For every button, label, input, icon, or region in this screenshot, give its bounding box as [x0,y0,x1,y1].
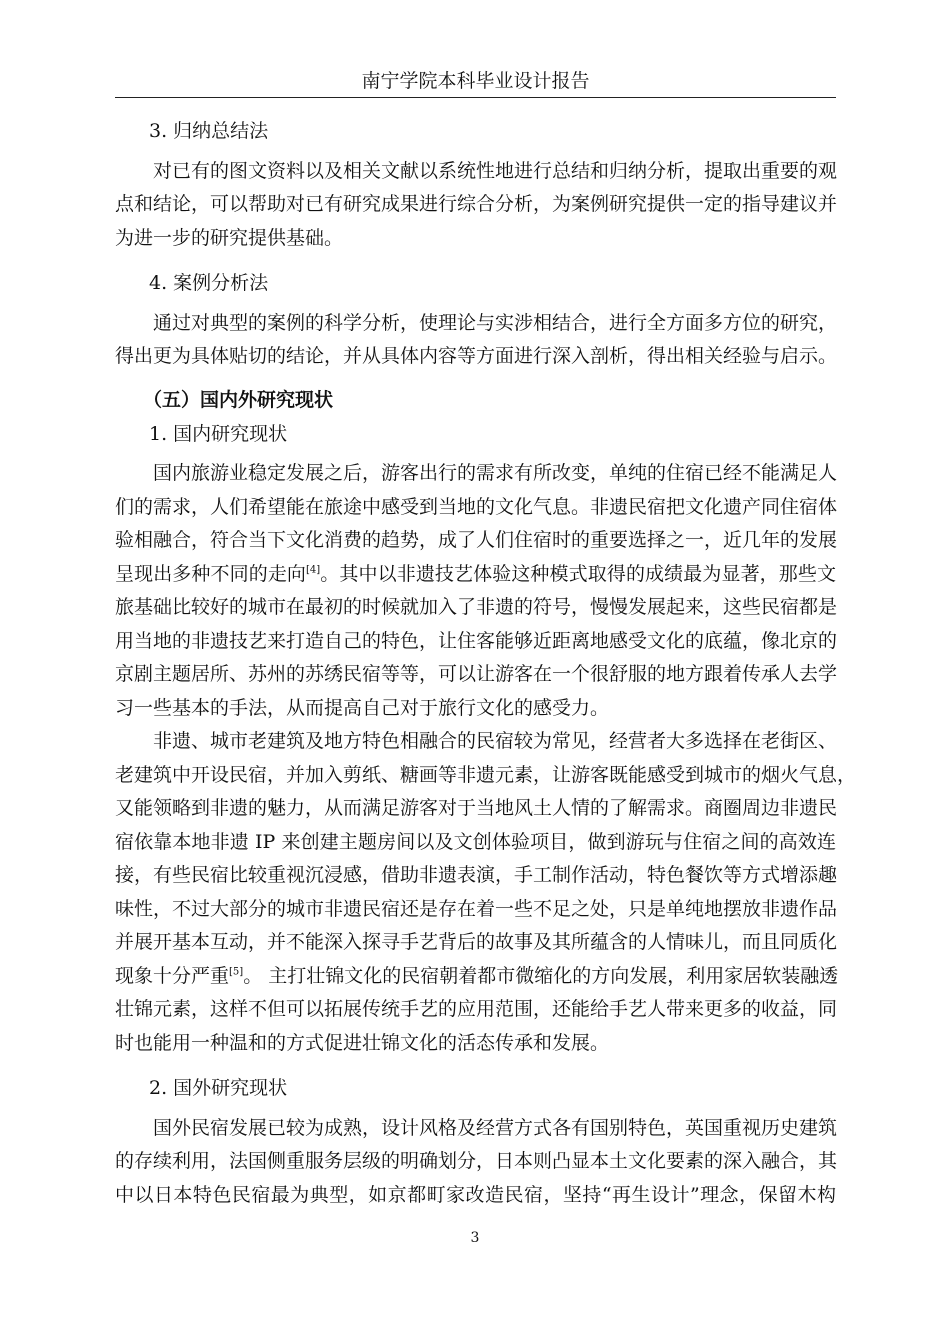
paragraph-line: 习一些基本的手法，从而提高自己对于旅行文化的感受力。 [115,696,610,719]
paragraph-line: 验相融合，符合当下文化消费的趋势，成了人们住宿时的重要选择之一，近几年的发展 [115,529,838,551]
paragraph-line: 时也能用一种温和的方式促进壮锦文化的活态传承和发展。 [115,1031,610,1054]
paragraph-line: 壮锦元素，这样不但可以拓展传统手艺的应用范围，还能给手艺人带来更多的收益，同 [115,998,838,1020]
paragraph-line: 国内旅游业稳定发展之后，游客出行的需求有所改变，单纯的住宿已经不能满足人 [153,462,838,484]
section-3-title: 3. 归纳总结法 [149,120,269,142]
header-divider [115,97,836,98]
paragraph-line: 接，有些民宿比较重视沉浸感，借助非遗表演，手工制作活动，特色餐饮等方式增添趣 [115,864,838,886]
paragraph-line-with-citation [115,558,836,592]
citation-ref-5: [5] [229,966,244,978]
paragraph-line: 为进一步的研究提供基础。 [115,226,344,249]
paragraph-text: 。其中以非遗技艺体验这种模式取得的成绩最为显著，那些文 [320,562,836,585]
section-heading: （五）国内外研究现状 [143,388,334,411]
paragraph-line: 并展开基本互动，并不能深入探寻手艺背后的故事及其所蕴含的人情味儿，而且同质化 [115,931,838,953]
paragraph-line: 非遗、城市老建筑及地方特色相融合的民宿较为常见，经营者大多选择在老街区、 [153,730,838,752]
paragraph-line: 对已有的图文资料以及相关文献以系统性地进行总结和归纳分析，提取出重要的观 [153,159,838,182]
paragraph-text: 现象十分严重 [115,964,230,987]
paragraph-line: 用当地的非遗技艺来打造自己的特色，让住客能够近距离地感受文化的底蕴，像北京的 [115,629,838,652]
citation-ref-4: [4] [306,564,321,576]
paragraph-line: 旅基础比较好的城市在最初的时候就加入了非遗的符号，慢慢发展起来，这些民宿都是 [115,596,838,618]
page-number: 3 [470,1230,480,1246]
paragraph-line: 老建筑中开设民宿，并加入剪纸、糖画等非遗元素，让游客既能感受到城市的烟火气息， [115,763,857,786]
page-body [115,115,857,1212]
paragraph-text: 。 主打壮锦文化的民宿朝着都市微缩化的方向发展，利用家居软装融透 [243,964,839,987]
paragraph-line: 京剧主题居所、苏州的苏绣民宿等等，可以让游客在一个很舒服的地方跟着传承人去学 [115,663,838,685]
paragraph-line: 宿依靠本地非遗 IP 来创建主题房间以及文创体验项目，做到游玩与住宿之间的高效连 [115,830,836,853]
paragraph-line: 点和结论，可以帮助对已有研究成果进行综合分析，为案例研究提供一定的指导建议并 [115,193,838,215]
paragraph-line: 通过对典型的案例的科学分析，使理论与实涉相结合，进行全方面多方位的研究， [153,311,838,334]
section-4-title: 4. 案例分析法 [149,272,269,294]
paragraph-line: 中以日本特色民宿最为典型，如京都町家改造民宿，坚持“再生设计”理念，保留木构 [115,1183,836,1206]
paragraph-line-with-citation [115,960,839,994]
paragraph-line: 又能领略到非遗的魅力，从而满足游客对于当地风土人情的了解需求。商圈周边非遗民 [115,797,838,819]
paragraph-line: 们的需求，人们希望能在旅途中感受到当地的文化气息。非遗民宿把文化遗产同住宿体 [115,495,838,518]
subsection-title-domestic: 1. 国内研究现状 [149,422,288,445]
paragraph-line: 味性，不过大部分的城市非遗民宿还是存在着一些不足之处，只是单纯地摆放非遗作品 [115,897,838,920]
paragraph-text: 呈现出多种不同的走向 [115,562,307,585]
paragraph-line: 的存续利用，法国侧重服务层级的明确划分，日本则凸显本土文化要素的深入融合，其 [115,1150,838,1172]
page-header: 南宁学院本科毕业设计报告 [361,70,590,92]
paragraph-line: 得出更为具体贴切的结论，并从具体内容等方面进行深入剖析，得出相关经验与启示。 [115,345,838,367]
subsection-title-foreign: 2. 国外研究现状 [149,1077,288,1099]
paragraph-line: 国外民宿发展已较为成熟，设计风格及经营方式各有国别特色，英国重视历史建筑 [153,1116,838,1139]
